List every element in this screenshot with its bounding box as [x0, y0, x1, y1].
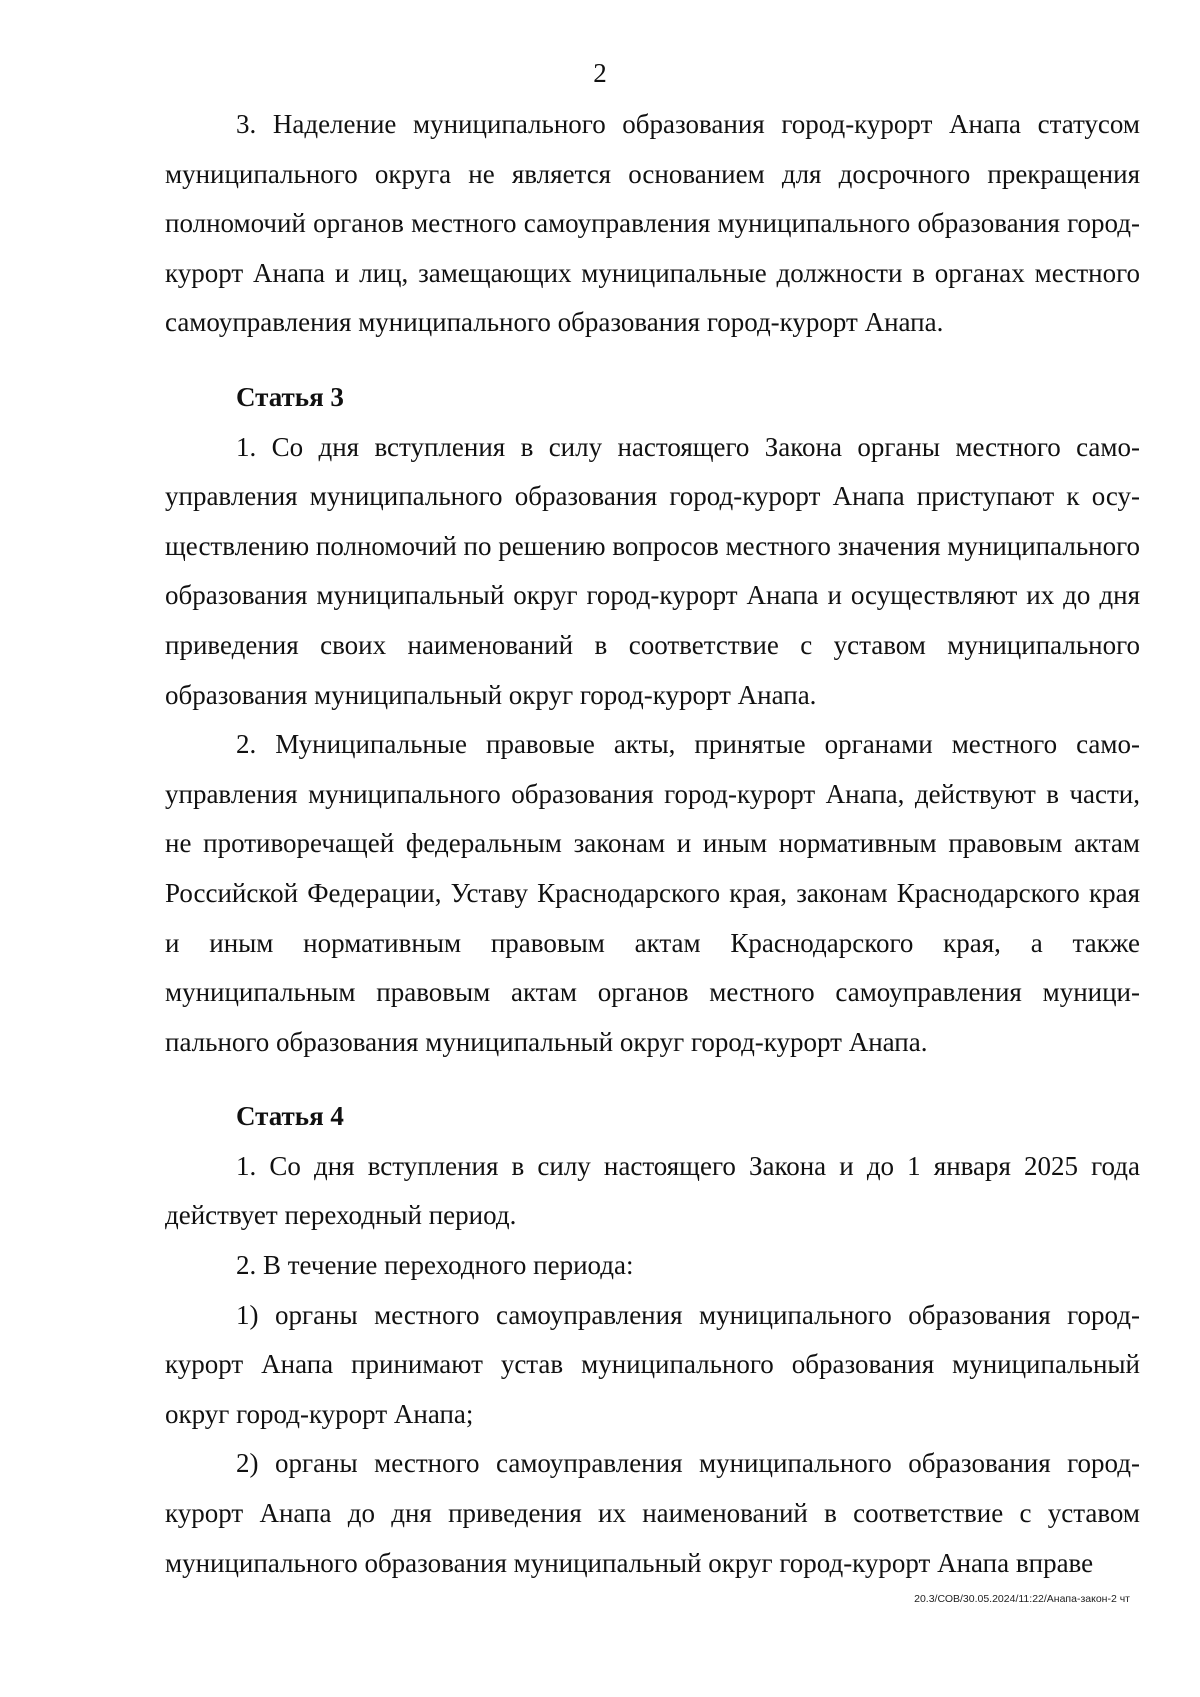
paragraph: 1. Со дня вступления в силу настоящего Закона органы местного самоуправления муниципального образования город-курорт Анапа приступают к осуществлению полномочий по решению вопросов местного значения муниципального образования муниципальный округ город-курорт Анапа и осуществляют их до дня приведения своих наименований в соответствие с уставом муниципального образования муниципальный округ город-курорт Анапа.	[165, 431, 1140, 710]
paragraph: 2. В течение переходного периода:	[236, 1250, 634, 1281]
spacer	[165, 1067, 1140, 1092]
paragraph: 3. Наделение муниципального образования город-курорт Анапа статусом муниципального округа не является основанием для досрочного прекращения полномочий органов местного самоуправления муниципального образования город-курорт Анапа и лиц, замещающих муниципальные должности в органах местного самоуправления муниципального образования город-курорт Анапа.	[165, 109, 1140, 338]
spacer	[165, 348, 1140, 373]
paragraph: 2. Муниципальные правовые акты, принятые органами местного самоуправления муниципального образования город-курорт Анапа, действуют в части, не противоречащей федеральным законам и иным нормативным правовым актам Российской Федерации, Уставу Краснодарского края, законам Краснодарского края и иным нормативным правовым актам Краснодарского края, а также муниципальным правовым актам органов местного самоуправления муниципального образования муниципальный округ город-курорт Анапа.	[165, 729, 1140, 1057]
document-body	[165, 100, 1140, 1588]
paragraph: 2) органы местного самоуправления муниципального образования город-курорт Анапа до дня приведения их наименований в соответствие с уставом муниципального образования муниципальный округ город-курорт Анапа вправе	[165, 1448, 1140, 1578]
article-heading: Статья 3	[236, 381, 344, 412]
paragraph: 1) органы местного самоуправления муниципального образования город-курорт Анапа принимают устав муниципального образования муниципальный округ город-курорт Анапа;	[165, 1299, 1140, 1429]
footer-document-code: 20.3/СОВ/30.05.2024/11:22/Анапа-закон-2 чт	[914, 1593, 1130, 1605]
article-heading: Статья 4	[236, 1101, 344, 1132]
paragraph: 1. Со дня вступления в силу настоящего Закона и до 1 января 2025 года действует переходный период.	[165, 1150, 1140, 1231]
page-number: 2	[593, 58, 607, 88]
